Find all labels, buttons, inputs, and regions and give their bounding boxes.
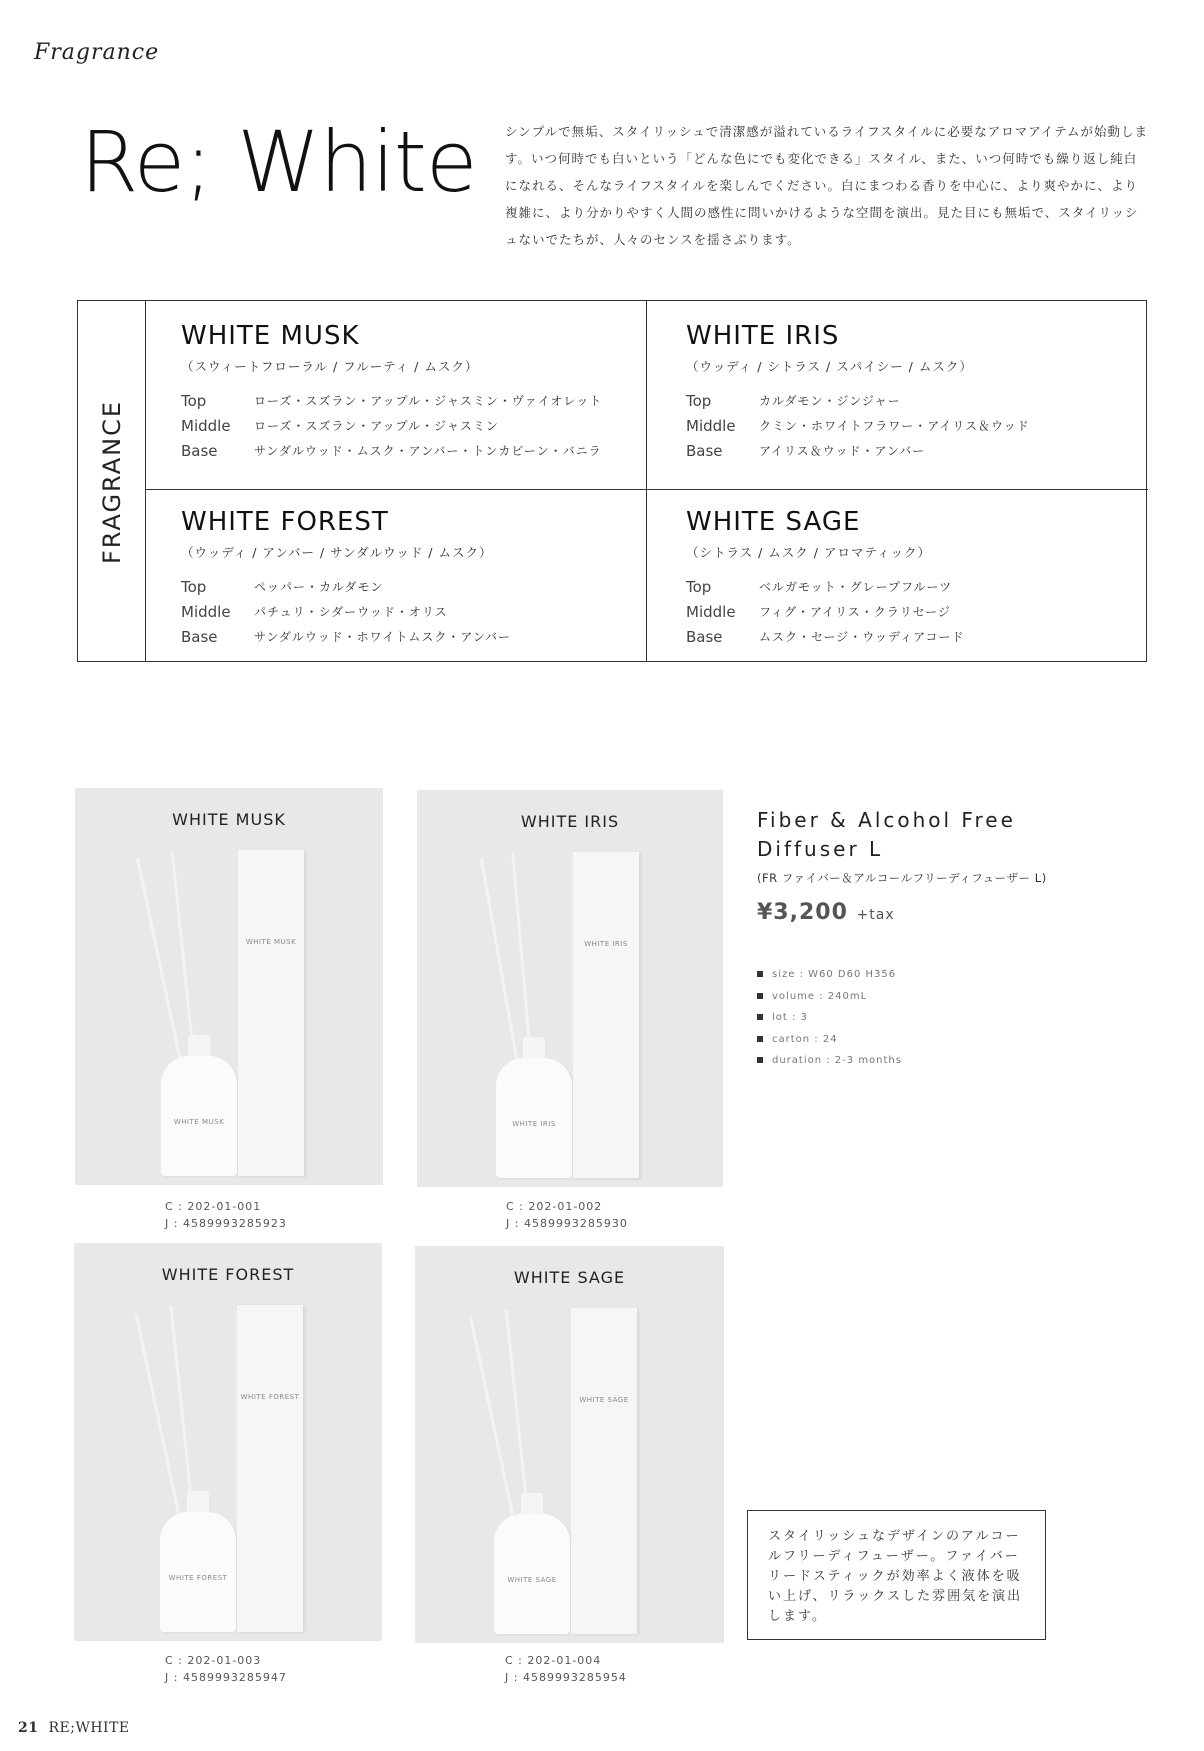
description-box: スタイリッシュなデザインのアルコールフリーディフューザー。ファイバーリードスティックが効率よく液体を吸い上げ、リラックスした雰囲気を演出します。 bbox=[747, 1510, 1046, 1640]
note-top: ペッパー・カルダモン bbox=[254, 580, 384, 594]
product-photo-white-iris bbox=[417, 790, 723, 1187]
bottle-label: WHITE IRIS bbox=[512, 1120, 556, 1128]
product-price bbox=[757, 900, 895, 925]
fragrance-family: （スウィートフローラル / フルーティ / ムスク） bbox=[181, 359, 479, 374]
spec-volume: volume : 240mL bbox=[772, 990, 868, 1002]
price-value: ¥3,200 bbox=[757, 900, 848, 925]
spec-lot: lot : 3 bbox=[772, 1012, 808, 1023]
product-code: C : 202-01-003 bbox=[165, 1654, 262, 1667]
note-label-top: Top bbox=[181, 392, 207, 410]
photo-title: WHITE SAGE bbox=[513, 1268, 626, 1287]
product-name-line1: Fiber & Alcohol Free bbox=[757, 808, 1016, 832]
note-label-middle: Middle bbox=[181, 417, 231, 435]
product-japanese-name: (FR ファイバー＆アルコールフリーディフューザー L) bbox=[757, 871, 1047, 885]
jan-code: J : 4589993285947 bbox=[165, 1671, 287, 1684]
diffuser-bottle bbox=[161, 1056, 237, 1176]
section-label: Fragrance bbox=[34, 40, 160, 65]
jan-code: J : 4589993285930 bbox=[506, 1217, 628, 1230]
box-label: WHITE SAGE bbox=[579, 1396, 629, 1404]
bullet-icon bbox=[757, 993, 763, 999]
page-number: 21 bbox=[18, 1720, 39, 1736]
intro-text: シンプルで無垢、スタイリッシュで清潔感が溢れているライフスタイルに必要なアロマアイテムが始動します。いつ何時でも白いという「どんな色にでも変化できる」スタイル、また、いつ何時でも繰り返し純白になれる、そんなライフスタイルを楽しんでください。白にまつわる香りを中心に、より爽やかに、より複雑に、より分かりやすく人間の感性に問いかけるような空間を演出。見た目にも無垢で、スタイリッシュないでたちが、人々のセンスを揺さぶります。 bbox=[505, 124, 1148, 247]
product-photo-white-sage bbox=[415, 1246, 724, 1643]
product-box bbox=[573, 852, 639, 1178]
bottle-label: WHITE MUSK bbox=[173, 1118, 225, 1126]
footer-brand: RE;WHITE bbox=[48, 1720, 130, 1736]
fragrance-cell-white-musk bbox=[181, 323, 651, 464]
table-divider-horizontal bbox=[146, 489, 1148, 490]
photo-title: WHITE MUSK bbox=[172, 810, 286, 829]
box-label: WHITE IRIS bbox=[584, 940, 628, 948]
note-label-top: Top bbox=[181, 578, 207, 596]
product-specs bbox=[757, 964, 902, 1072]
note-label-middle: Middle bbox=[181, 603, 231, 621]
note-label-top: Top bbox=[686, 392, 712, 410]
bullet-icon bbox=[757, 971, 763, 977]
product-codes bbox=[165, 1652, 287, 1686]
product-name-line2: Diffuser L bbox=[757, 837, 884, 861]
bottle-label: WHITE FOREST bbox=[168, 1574, 228, 1582]
spec-carton: carton : 24 bbox=[772, 1033, 838, 1045]
diffuser-bottle bbox=[160, 1512, 236, 1632]
fragrance-name: WHITE SAGE bbox=[686, 507, 861, 537]
photo-title: WHITE IRIS bbox=[520, 812, 620, 831]
fragrance-name: WHITE MUSK bbox=[181, 321, 360, 351]
note-middle: フィグ・アイリス・クラリセージ bbox=[759, 605, 951, 619]
note-base: アイリス＆ウッド・アンバー bbox=[759, 444, 926, 458]
jan-code: J : 4589993285954 bbox=[505, 1671, 627, 1684]
product-code: C : 202-01-001 bbox=[165, 1200, 262, 1213]
product-box bbox=[571, 1308, 637, 1634]
fragrance-cell-white-iris bbox=[686, 323, 1156, 464]
product-codes bbox=[506, 1198, 628, 1232]
note-base: ムスク・セージ・ウッディアコード bbox=[759, 630, 965, 644]
note-label-base: Base bbox=[181, 442, 218, 460]
diffuser-bottle bbox=[496, 1058, 572, 1178]
note-middle: クミン・ホワイトフラワー・アイリス＆ウッド bbox=[759, 419, 1030, 433]
box-label: WHITE FOREST bbox=[240, 1393, 300, 1401]
fragrance-name: WHITE IRIS bbox=[686, 321, 840, 351]
product-box bbox=[237, 1305, 303, 1632]
bullet-icon bbox=[757, 1057, 763, 1063]
fragrance-family: （ウッディ / シトラス / スパイシー / ムスク） bbox=[686, 359, 973, 374]
note-label-base: Base bbox=[686, 442, 723, 460]
fragrance-family: （シトラス / ムスク / アロマティック） bbox=[686, 545, 931, 560]
note-middle: ローズ・スズラン・アップル・ジャスミン bbox=[254, 419, 499, 433]
spec-size: size : W60 D60 H356 bbox=[772, 969, 897, 980]
product-name bbox=[757, 806, 1016, 864]
spec-duration: duration : 2-3 months bbox=[772, 1055, 902, 1066]
note-base: サンダルウッド・ムスク・アンバー・トンカビーン・バニラ bbox=[254, 444, 602, 458]
spec-item bbox=[757, 1050, 902, 1072]
fragrance-side-label bbox=[78, 301, 146, 661]
product-codes bbox=[505, 1652, 627, 1686]
note-label-middle: Middle bbox=[686, 417, 736, 435]
note-label-base: Base bbox=[181, 628, 218, 646]
jan-code: J : 4589993285923 bbox=[165, 1217, 287, 1230]
page-title: Re; White bbox=[80, 113, 477, 211]
fragrance-cell-white-forest bbox=[181, 509, 651, 650]
note-middle: パチュリ・シダーウッド・オリス bbox=[254, 605, 448, 619]
fragrance-table bbox=[77, 300, 1147, 662]
note-base: サンダルウッド・ホワイトムスク・アンバー bbox=[254, 630, 512, 644]
fragrance-cell-white-sage bbox=[686, 509, 1156, 650]
product-code: C : 202-01-002 bbox=[506, 1200, 603, 1213]
note-label-middle: Middle bbox=[686, 603, 736, 621]
note-top: ローズ・スズラン・アップル・ジャスミン・ヴァイオレット bbox=[254, 394, 603, 408]
product-box bbox=[238, 850, 304, 1176]
photo-title: WHITE FOREST bbox=[161, 1265, 295, 1284]
bullet-icon bbox=[757, 1014, 763, 1020]
note-top: ベルガモット・グレープフルーツ bbox=[759, 580, 953, 594]
side-label-text: FRAGRANCE bbox=[98, 399, 126, 565]
note-label-top: Top bbox=[686, 578, 712, 596]
product-code: C : 202-01-004 bbox=[505, 1654, 602, 1667]
note-label-base: Base bbox=[686, 628, 723, 646]
bullet-icon bbox=[757, 1036, 763, 1042]
product-photo-white-musk bbox=[75, 788, 383, 1185]
spec-item bbox=[757, 964, 902, 986]
spec-item bbox=[757, 986, 902, 1008]
spec-item bbox=[757, 1029, 902, 1051]
product-photo-white-forest bbox=[74, 1243, 382, 1641]
spec-item bbox=[757, 1007, 902, 1029]
note-top: カルダモン・ジンジャー bbox=[759, 394, 901, 408]
page-footer bbox=[18, 1720, 130, 1736]
fragrance-family: （ウッディ / アンバー / サンダルウッド / ムスク） bbox=[181, 545, 493, 560]
diffuser-bottle bbox=[494, 1514, 570, 1634]
product-codes bbox=[165, 1198, 287, 1232]
bottle-label: WHITE SAGE bbox=[507, 1576, 557, 1584]
fragrance-name: WHITE FOREST bbox=[181, 507, 389, 537]
price-tax: +tax bbox=[856, 907, 895, 923]
box-label: WHITE MUSK bbox=[245, 938, 297, 946]
